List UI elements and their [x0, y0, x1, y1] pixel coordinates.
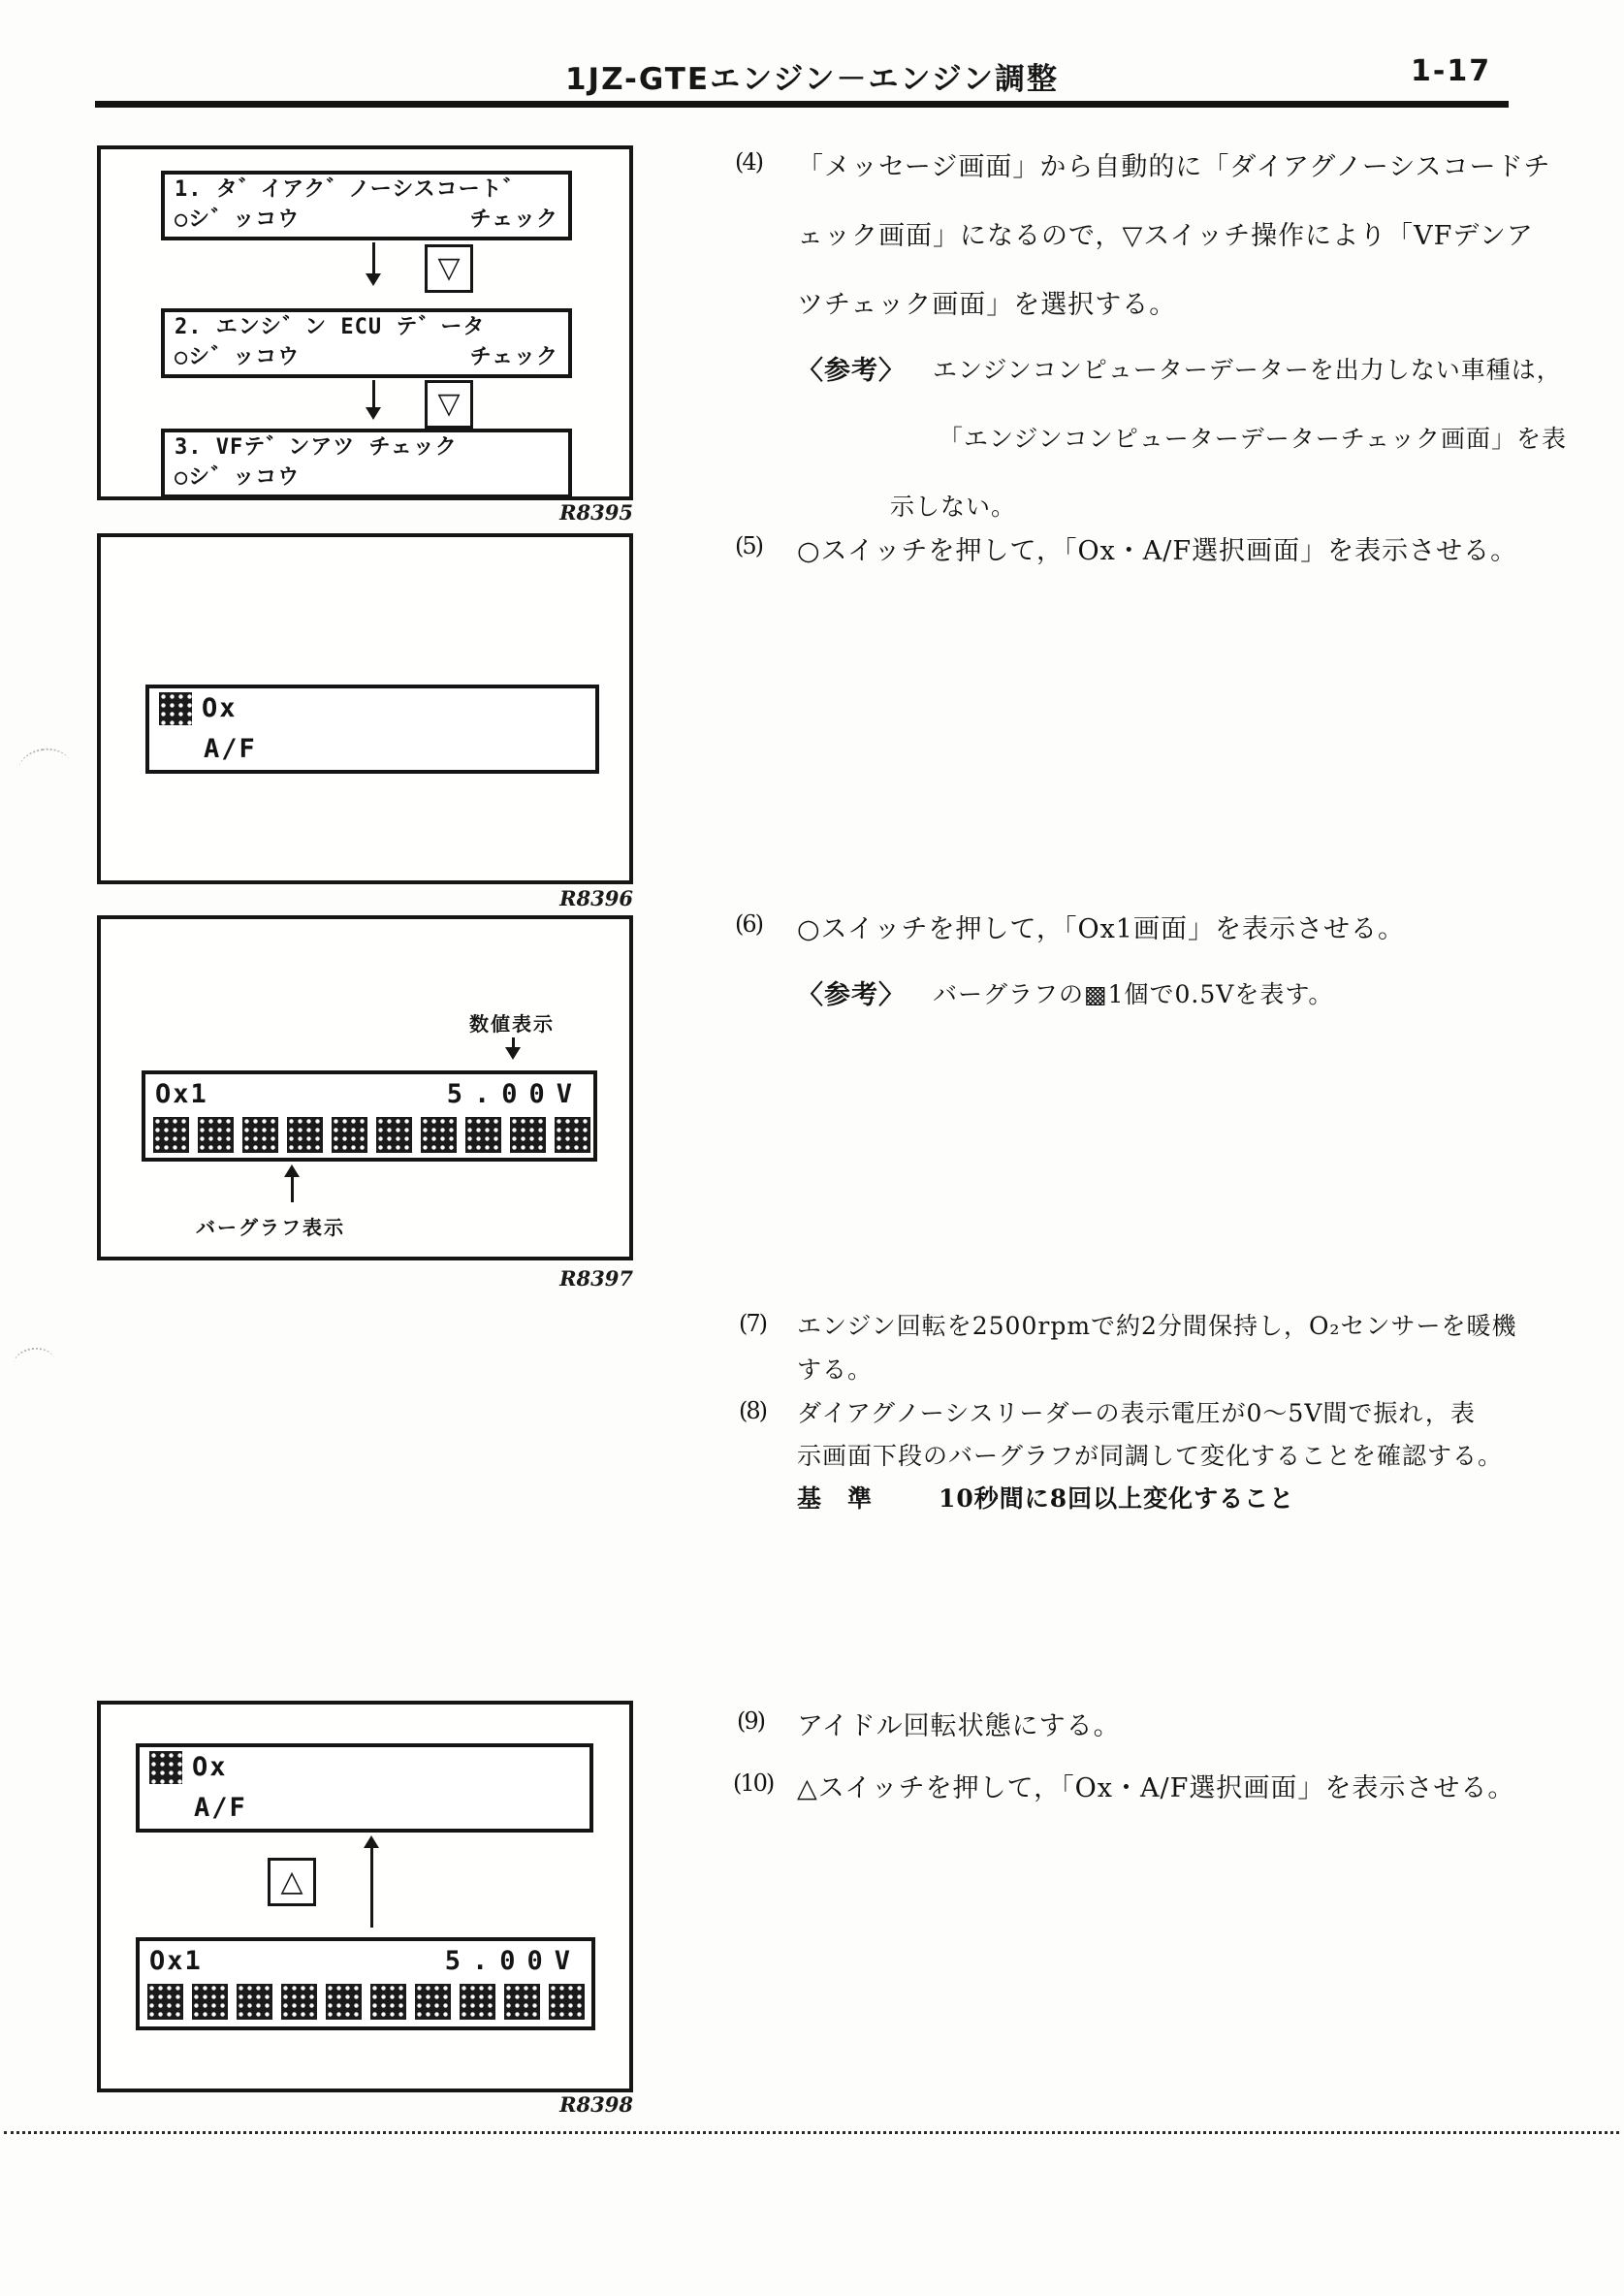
lcd-line	[140, 1747, 589, 1788]
lcd-text: ○シ゛ッコウ	[175, 465, 301, 490]
lcd-screen-ox1	[136, 1937, 595, 2030]
note-label: 〈参考〉	[797, 356, 906, 386]
figure-reference: R8398	[559, 2092, 633, 2117]
step-number: (10)	[733, 1770, 774, 1797]
down-switch-button-icon	[425, 380, 473, 429]
spec-text: 10秒間に8回以上変化すること	[939, 1484, 1295, 1513]
lcd-line	[165, 205, 568, 235]
cursor-block-icon	[159, 692, 192, 725]
step-text-line: ダイアグノーシスリーダーの表示電圧が0～5V間で振れ，表	[797, 1399, 1476, 1427]
note-text-line: エンジンコンピューターデーターを出力しない車種は，	[933, 356, 1562, 384]
lcd-line	[165, 175, 568, 205]
flow-down-arrow	[372, 242, 375, 281]
down-triangle-glyph: ▽	[437, 251, 461, 285]
page-number: 1-17	[1411, 54, 1492, 88]
bargraph-block	[465, 1117, 501, 1153]
bargraph-block	[460, 1984, 495, 2020]
bargraph-block	[153, 1117, 189, 1153]
lcd-line	[145, 1074, 593, 1115]
figure-reference: R8397	[559, 1266, 633, 1291]
lcd-screen-engine-ecu-data	[161, 308, 572, 378]
lcd-line	[149, 729, 595, 770]
bargraph-block	[376, 1117, 412, 1153]
lcd-line	[140, 1941, 591, 1982]
step-text-line: エンジン回転を2500rpmで約2分間保持し，O₂センサーを暖機	[797, 1312, 1517, 1340]
step-text-line: ○スイッチを押して，「Ox・A/F選択画面」を表示させる。	[797, 536, 1518, 566]
pointer-up-arrow	[291, 1169, 294, 1202]
figure-return-to-select-screen	[97, 1701, 633, 2092]
bargraph-block	[370, 1984, 406, 2020]
bargraph-block	[198, 1117, 234, 1153]
lcd-channel-text: Ox1	[149, 1946, 203, 1976]
scan-smudge	[12, 1345, 56, 1380]
bargraph-block	[555, 1117, 590, 1153]
value-display-label: 数値表示	[469, 1012, 555, 1036]
bargraph-block	[332, 1117, 367, 1153]
pointer-down-arrow	[512, 1037, 515, 1055]
bargraph-block	[287, 1117, 323, 1153]
step-text-line: 示画面下段のバーグラフが同調して変化することを確認する。	[797, 1442, 1504, 1470]
bargraph-block	[415, 1984, 451, 2020]
cursor-block-icon	[149, 1751, 182, 1784]
step-number: (7)	[739, 1310, 766, 1337]
lcd-line	[165, 462, 568, 493]
bargraph	[145, 1115, 593, 1159]
lcd-text: A/F	[194, 1793, 247, 1823]
flow-up-arrow	[370, 1840, 373, 1928]
lcd-text: チェック	[469, 207, 558, 232]
step-number: (9)	[737, 1707, 764, 1735]
lcd-text: 1. タ゛イアク゛ノーシスコート゛	[175, 177, 525, 202]
lcd-text: ○シ゛ッコウ	[175, 207, 301, 232]
lcd-text: ○シ゛ッコウ	[175, 345, 301, 369]
bargraph-block	[237, 1984, 272, 2020]
lcd-line	[140, 1788, 589, 1829]
spec-label: 基 準	[797, 1484, 874, 1513]
bargraph-block	[192, 1984, 228, 2020]
lcd-channel-text: Ox1	[155, 1079, 208, 1109]
lcd-screen-ox-af-select	[145, 685, 599, 774]
lcd-voltage-text: 5.00V	[446, 1079, 584, 1109]
note-text-line: 「エンジンコンピューターデーターチェック画面」を表	[939, 425, 1568, 453]
figure-ox1-screen	[97, 915, 633, 1260]
lcd-line	[149, 688, 595, 729]
bargraph-block	[326, 1984, 362, 2020]
note-text-line: バーグラフの▩1個で0.5Vを表す。	[933, 980, 1334, 1008]
lcd-screen-diagnosis-code	[161, 171, 572, 240]
page-title: 1JZ-GTEエンジン－エンジン調整	[564, 62, 1060, 97]
bargraph-block	[147, 1984, 183, 2020]
lcd-voltage-text: 5.00V	[444, 1946, 582, 1976]
lcd-text: 2. エンシ゛ン ECU テ゛ータ	[175, 315, 486, 339]
bargraph-block	[242, 1117, 278, 1153]
figure-ox-af-select-screen	[97, 533, 633, 884]
down-switch-button-icon	[425, 244, 473, 293]
step-text-line: ツチェック画面」を選択する。	[797, 290, 1177, 320]
step-text-line: ェック画面」になるので，▽スイッチ操作により「VFデンア	[797, 221, 1534, 251]
perforation-line	[4, 2131, 1619, 2134]
lcd-text: A/F	[204, 734, 257, 764]
flow-down-arrow	[372, 380, 375, 415]
header-rule	[95, 101, 1509, 108]
lcd-text: Ox	[202, 693, 238, 723]
step-number: (4)	[735, 148, 762, 175]
lcd-screen-ox-af-select	[136, 1743, 593, 1833]
up-triangle-glyph: △	[280, 1865, 303, 1898]
lcd-line	[165, 432, 568, 462]
figure-reference: R8396	[559, 886, 633, 910]
lcd-text: チェック	[469, 345, 558, 369]
step-number: (5)	[735, 532, 762, 559]
lcd-line	[165, 312, 568, 342]
bargraph-display-label: バーグラフ表示	[196, 1216, 345, 1239]
step-text-line: する。	[797, 1355, 874, 1384]
step-text-line: 「メッセージ画面」から自動的に「ダイアグノーシスコードチ	[797, 152, 1551, 182]
lcd-line	[165, 342, 568, 372]
step-text-line: △スイッチを押して，「Ox・A/F選択画面」を表示させる。	[797, 1773, 1515, 1803]
step-number: (8)	[739, 1397, 766, 1424]
down-triangle-glyph: ▽	[437, 387, 461, 421]
bargraph-block	[421, 1117, 457, 1153]
step-text-line: ○スイッチを押して，「Ox1画面」を表示させる。	[797, 914, 1405, 944]
bargraph	[140, 1982, 591, 2025]
bargraph-block	[549, 1984, 585, 2020]
bargraph-block	[504, 1984, 540, 2020]
lcd-screen-ox1	[142, 1070, 597, 1162]
lcd-text: Ox	[192, 1752, 228, 1782]
figure-menu-selection	[97, 145, 633, 500]
note-label: 〈参考〉	[797, 980, 906, 1010]
figure-reference: R8395	[559, 500, 633, 525]
step-number: (6)	[735, 910, 762, 938]
scan-smudge	[17, 746, 73, 787]
step-text-line: アイドル回転状態にする。	[797, 1711, 1121, 1741]
note-text-line: 示しない。	[890, 493, 1017, 521]
bargraph-block	[510, 1117, 546, 1153]
up-switch-button-icon	[268, 1858, 316, 1906]
bargraph-block	[281, 1984, 317, 2020]
lcd-screen-vf-voltage-check	[161, 429, 572, 498]
lcd-text: 3. VFテ゛ンアツ チェック	[175, 435, 458, 460]
